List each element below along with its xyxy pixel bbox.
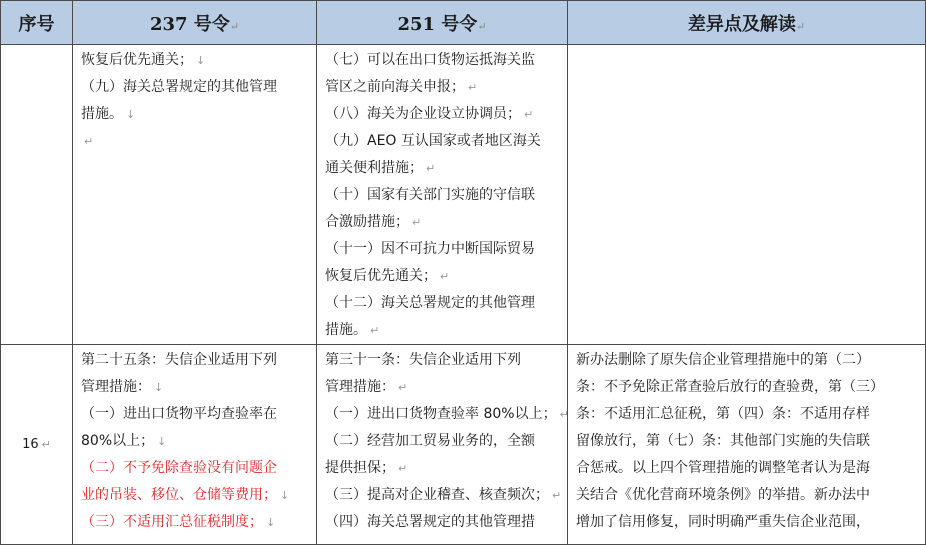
paragraph-mark: ↵ bbox=[559, 408, 569, 421]
text-line bbox=[325, 263, 563, 290]
paragraph-mark: ↵ bbox=[398, 381, 408, 394]
cell-237 bbox=[73, 45, 317, 345]
paragraph-mark: ↵ bbox=[440, 270, 450, 283]
text-line bbox=[325, 47, 563, 74]
line-text: （二）不予免除查验没有问题企 bbox=[81, 460, 277, 476]
line-text: 80%以上； bbox=[81, 433, 155, 449]
text-line bbox=[325, 128, 563, 155]
paragraph-mark: ↵ bbox=[524, 108, 534, 121]
line-text: 合激励措施； bbox=[325, 214, 409, 230]
line-text: 留像放行，第（七）条：其他部门实施的失信联 bbox=[576, 433, 870, 449]
cell-237 bbox=[73, 345, 317, 545]
cell-diff bbox=[568, 45, 926, 345]
paragraph-mark: ↓ bbox=[280, 489, 290, 502]
line-text: 管理措施： bbox=[325, 379, 395, 395]
line-text: 关结合《优化营商环境条例》的举措。新办法中 bbox=[576, 487, 870, 503]
line-text: （八）海关为企业设立协调员； bbox=[325, 106, 521, 122]
text-line bbox=[81, 482, 312, 509]
paragraph-mark: ↓ bbox=[126, 108, 136, 121]
header-diff: 差异点及解读↵ bbox=[568, 1, 926, 45]
line-text: （一）进出口货物平均查验率在 bbox=[81, 406, 277, 422]
line-text: 恢复后优先通关； bbox=[325, 268, 437, 284]
paragraph-mark: ↵ bbox=[412, 216, 422, 229]
line-text: （九）AEO 互认国家或者地区海关 bbox=[325, 133, 541, 149]
table-row bbox=[1, 345, 926, 545]
line-text: 第三十一条：失信企业适用下列 bbox=[325, 352, 521, 368]
text-line bbox=[576, 401, 921, 428]
header-row bbox=[1, 1, 926, 45]
paragraph-mark: ↓ bbox=[196, 54, 206, 67]
text-line bbox=[325, 236, 563, 263]
line-text: 管区之前向海关申报； bbox=[325, 79, 465, 95]
line-text: 恢复后优先通关； bbox=[81, 52, 193, 68]
line-text: 条：不适用汇总征税，第（四）条：不适用存样 bbox=[576, 406, 870, 422]
text-line bbox=[325, 101, 563, 128]
line-text: （十二）海关总署规定的其他管理 bbox=[325, 295, 535, 311]
text-line bbox=[325, 182, 563, 209]
text-line bbox=[325, 155, 563, 182]
line-text: 提供担保； bbox=[325, 460, 395, 476]
cell-251 bbox=[317, 345, 568, 545]
text-line bbox=[325, 374, 563, 401]
line-text: 措施。 bbox=[81, 106, 123, 122]
paragraph-mark: ↵ bbox=[370, 324, 380, 337]
text-line bbox=[576, 374, 921, 401]
line-text: 条：不予免除正常查验后放行的查验费，第（三） bbox=[576, 379, 884, 395]
paragraph-mark: ↓ bbox=[266, 516, 276, 529]
table-row bbox=[1, 45, 926, 345]
text-line bbox=[325, 317, 563, 344]
line-text: （一）进出口货物查验率 80%以上； bbox=[325, 406, 557, 422]
text-line bbox=[325, 509, 563, 536]
line-text: 管理措施： bbox=[81, 379, 151, 395]
text-line bbox=[576, 482, 921, 509]
line-text: （三）提高对企业稽查、核查频次； bbox=[325, 487, 549, 503]
seq-cell bbox=[1, 45, 73, 345]
line-text: 新办法删除了原失信企业管理措施中的第（二） bbox=[576, 352, 870, 368]
text-line bbox=[325, 74, 563, 101]
text-line bbox=[325, 428, 563, 455]
header-251: 251 号令↵ bbox=[317, 1, 568, 45]
header-237: 237 号令↵ bbox=[73, 1, 317, 45]
line-text: （九）海关总署规定的其他管理 bbox=[81, 79, 277, 95]
text-line bbox=[576, 455, 921, 482]
line-text: 通关便利措施； bbox=[325, 160, 423, 176]
line-text: （十）国家有关部门实施的守信联 bbox=[325, 187, 535, 203]
paragraph-mark: ↵ bbox=[468, 81, 478, 94]
line-text: 措施。 bbox=[325, 322, 367, 338]
cell-251 bbox=[317, 45, 568, 345]
line-text: （二）经营加工贸易业务的，全额 bbox=[325, 433, 535, 449]
paragraph-mark: ↓ bbox=[157, 435, 167, 448]
text-line bbox=[81, 101, 312, 128]
seq-number: 16 bbox=[22, 437, 39, 452]
text-line bbox=[81, 455, 312, 482]
text-line bbox=[325, 347, 563, 374]
text-line bbox=[576, 428, 921, 455]
line-text: 第二十五条：失信企业适用下列 bbox=[81, 352, 277, 368]
text-line bbox=[325, 209, 563, 236]
text-line bbox=[576, 347, 921, 374]
line-text: （七）可以在出口货物运抵海关监 bbox=[325, 52, 535, 68]
text-line bbox=[325, 482, 563, 509]
text-line bbox=[81, 374, 312, 401]
text-line bbox=[81, 428, 312, 455]
line-text: （四）海关总署规定的其他管理措 bbox=[325, 514, 535, 530]
text-line bbox=[325, 455, 563, 482]
line-text: 业的吊装、移位、仓储等费用； bbox=[81, 487, 277, 503]
cell-diff bbox=[568, 345, 926, 545]
text-line bbox=[81, 401, 312, 428]
line-text: 增加了信用修复，同时明确严重失信企业范围， bbox=[576, 514, 870, 530]
paragraph-mark: ↵ bbox=[398, 462, 408, 475]
paragraph-mark: ↵ bbox=[84, 135, 94, 148]
line-text: （十一）因不可抗力中断国际贸易 bbox=[325, 241, 535, 257]
line-text: 合惩戒。以上四个管理措施的调整笔者认为是海 bbox=[576, 460, 870, 476]
paragraph-mark: ↓ bbox=[154, 381, 164, 394]
text-line bbox=[81, 74, 312, 101]
text-line bbox=[81, 509, 312, 536]
seq-cell: 16 ↵ bbox=[1, 345, 73, 545]
header-seq: 序号 bbox=[1, 1, 73, 45]
text-line bbox=[576, 509, 921, 536]
line-text: （三）不适用汇总征税制度； bbox=[81, 514, 263, 530]
paragraph-mark: ↵ bbox=[552, 489, 562, 502]
text-line bbox=[325, 401, 569, 428]
text-line bbox=[325, 290, 563, 317]
text-line bbox=[81, 347, 312, 374]
paragraph-mark: ↵ bbox=[426, 162, 436, 175]
text-line bbox=[81, 47, 312, 74]
text-line bbox=[81, 128, 312, 155]
